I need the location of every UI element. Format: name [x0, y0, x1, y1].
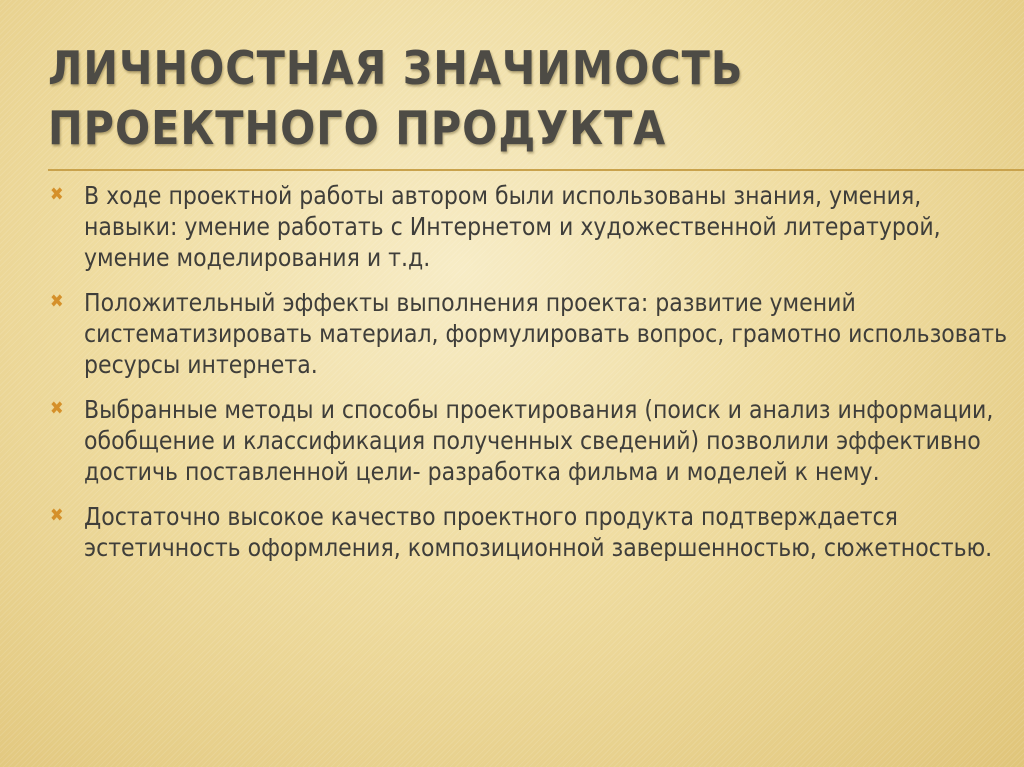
bullet-item	[48, 180, 1008, 273]
bullet-item	[48, 287, 1008, 380]
slide-title: ЛИЧНОСТНАЯ ЗНАЧИМОСТЬ ПРОЕКТНОГО ПРОДУКТА	[48, 41, 744, 155]
x-mark-icon: ✖	[50, 184, 64, 205]
x-mark-icon: ✖	[50, 505, 64, 526]
bullet-item	[48, 501, 1008, 563]
bullet-text: В ходе проектной работы автором были использованы знания, умения, навыки: умение работать с Интернетом и художественной литературой, умение моделирования и т.д.	[84, 181, 941, 272]
bullet-text: Выбранные методы и способы проектирования (поиск и анализ информации, обобщение и классификация полученных сведений) позволили эффективно достичь поставленной цели- разработка фильма и моделей к нему.	[84, 395, 994, 486]
x-mark-icon: ✖	[50, 291, 64, 312]
bullet-text: Положительный эффекты выполнения проекта: развитие умений систематизировать материал, формулировать вопрос, грамотно использовать ресурсы интернета.	[84, 288, 1008, 379]
title-divider	[48, 169, 1024, 171]
bullet-list	[48, 180, 1008, 577]
bullet-text: Достаточно высокое качество проектного продукта подтверждается эстетичность оформления, композиционной завершенностью, сюжетностью.	[84, 502, 993, 562]
x-mark-icon: ✖	[50, 398, 64, 419]
bullet-item	[48, 394, 1008, 487]
